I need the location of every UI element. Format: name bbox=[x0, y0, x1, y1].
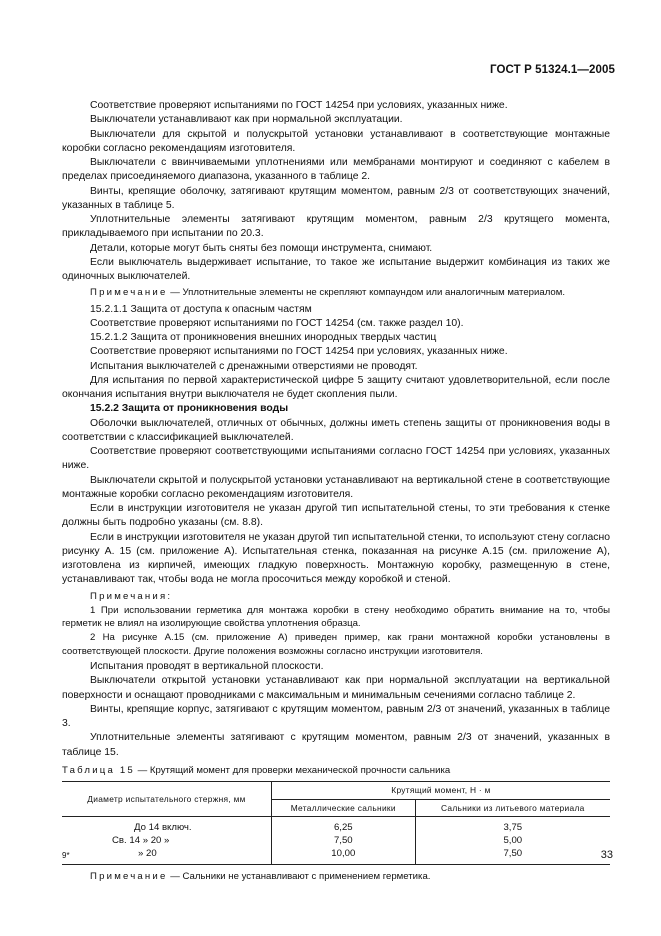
paragraph: Уплотнительные элементы затягивают с крутящим моментом, равным 2/3 от значений, указанных в таблице 15. bbox=[62, 732, 610, 758]
paragraph: Соответствие проверяют соответствующими испытаниями согласно ГОСТ 14254 при условиях, указанных ниже. bbox=[62, 446, 610, 472]
signature-mark: 9* bbox=[62, 851, 70, 860]
paragraph: Выключатели открытой установки устанавливают как при нормальной эксплуатации на вертикальной поверхности и оснащают проводниками с максимальным и минимальным сечениями согласно таблице 2. bbox=[62, 675, 610, 701]
table-caption: — Крутящий момент для проверки механической прочности сальника bbox=[134, 764, 451, 776]
paragraph: Если в инструкции изготовителя не указан другой тип испытательной стены, то эти требования к стенке должны быть подробно указаны (см. 8.8). bbox=[62, 503, 610, 529]
paragraph: Винты, крепящие корпус, затягивают с крутящим моментом, равным 2/3 от значений, указанных в таблице 3. bbox=[62, 703, 610, 730]
col-header-diameter: Диаметр испытательного стержня, мм bbox=[62, 782, 272, 817]
page-content bbox=[62, 99, 610, 884]
table-cell: 5,00 bbox=[503, 835, 523, 847]
col-header-metal: Металлические сальники bbox=[272, 800, 416, 817]
page-number: 33 bbox=[600, 849, 613, 861]
paragraph: Уплотнительные элементы затягивают крутящим моментом, равным 2/3 крутящего момента, прикладываемого при испытании по 20.3. bbox=[62, 214, 610, 240]
note-text: — Сальники не устанавливают с применением герметика. bbox=[167, 871, 431, 883]
paragraph: Если в инструкции изготовителя не указан другой тип испытательной стенки, то используют стену согласно рисунку А. 15 (см. приложение А). Испытательная стенка, показанная на рисунке А.15 (см. приложение А), изготовлена из кирпичей, имеющих гладкую поверхность. Монтажную коробку, размещенную в стене, устанавливают так, чтобы вода не могла просочиться между коробкой и стеной. bbox=[62, 531, 611, 586]
note-text: — Уплотнительные элементы не скрепляют компаундом или аналогичным материалом. bbox=[167, 287, 566, 299]
table-cell: 7,50 bbox=[503, 848, 523, 860]
table-row bbox=[62, 834, 610, 847]
table-label: Таблица 15 bbox=[62, 764, 135, 776]
table-cell: » 20 bbox=[62, 847, 272, 865]
paragraph: Испытания проводят в вертикальной плоскости. bbox=[90, 661, 324, 673]
table-row bbox=[62, 817, 610, 835]
paragraph: Если выключатель выдерживает испытание, то такое же испытание выдержит комбинация из таких же одиночных выключателей. bbox=[62, 256, 610, 282]
section-heading: 15.2.2 Защита от проникновения воды bbox=[90, 403, 289, 415]
paragraph: Выключатели устанавливают как при нормальной эксплуатации. bbox=[90, 114, 403, 126]
note-label: Примечание bbox=[90, 287, 168, 299]
paragraph: Выключатели скрытой и полускрытой установки устанавливают на вертикальной стене в соответствующие монтажные коробки согласно рекомендациям изготовителя. bbox=[62, 474, 610, 500]
note-item: 2 На рисунке А.15 (см. приложение А) приведен пример, как грани монтажной коробки установлены в соответствующей плоскости. Другие положения возможны согласно инструкции изготовителя. bbox=[62, 631, 610, 657]
note bbox=[62, 870, 610, 884]
document-header: ГОСТ Р 51324.1—2005 bbox=[490, 64, 615, 76]
table-cell: Св. 14 » 20 » bbox=[62, 834, 272, 847]
note bbox=[62, 286, 610, 300]
paragraph: Соответствие проверяют испытаниями по ГОСТ 14254 при условиях, указанных ниже. bbox=[90, 100, 508, 111]
paragraph: Детали, которые могут быть сняты без помощи инструмента, снимают. bbox=[90, 242, 433, 254]
table-cell: 10,00 bbox=[272, 847, 416, 865]
paragraph: Испытания выключателей с дренажными отверстиями не проводят. bbox=[90, 360, 418, 372]
table-cell: До 14 включ. bbox=[62, 817, 272, 835]
paragraph: Выключатели для скрытой и полускрытой установки устанавливают в соответствующие монтажные коробки согласно рекомендациям изготовителя. bbox=[62, 128, 610, 154]
notes-label: Примечания: bbox=[90, 590, 171, 602]
paragraph: Винты, крепящие оболочку, затягивают крутящим моментом, равным 2/3 от соответствующих значений, указанных в таблице 5. bbox=[62, 185, 610, 211]
table-title bbox=[62, 764, 610, 778]
paragraph: Соответствие проверяют испытаниями по ГОСТ 14254 при условиях, указанных ниже. bbox=[90, 346, 508, 358]
paragraph: Выключатели с ввинчиваемыми уплотнениями или мембранами монтируют и соединяют с кабелем в пределах присоединяемого диапазона, указанного в таблице 2. bbox=[62, 157, 610, 183]
col-header-molded: Сальники из литьевого материала bbox=[415, 800, 610, 817]
table-row bbox=[62, 847, 610, 865]
note-label: Примечание bbox=[90, 871, 168, 883]
table-cell: 3,75 bbox=[503, 822, 523, 834]
paragraph: Оболочки выключателей, отличных от обычных, должны иметь степень защиты от проникновения воды в соответствии с классификацией выключателей. bbox=[62, 417, 610, 443]
section-heading: 15.2.1.2 Защита от проникновения внешних инородных твердых частиц bbox=[90, 332, 437, 343]
paragraph: Для испытания по первой характеристической цифре 5 защиту считают удовлетворительной, если после окончания испытания внутри выключателя не будет скопления пыли. bbox=[62, 374, 610, 400]
section-heading: 15.2.1.1 Защита от доступа к опасным частям bbox=[90, 303, 312, 315]
note-item: 1 При использовании герметика для монтажа коробки в стену необходимо обратить внимание на то, чтобы герметик не влиял на изолирующие свойства уплотнения образца. bbox=[62, 604, 610, 630]
table-cell: 6,25 bbox=[272, 817, 416, 835]
torque-table bbox=[62, 781, 610, 865]
table-cell: 7,50 bbox=[272, 834, 416, 847]
col-header-torque: Крутящий момент, Н · м bbox=[272, 782, 611, 800]
paragraph: Соответствие проверяют испытаниями по ГОСТ 14254 (см. также раздел 10). bbox=[90, 317, 464, 329]
